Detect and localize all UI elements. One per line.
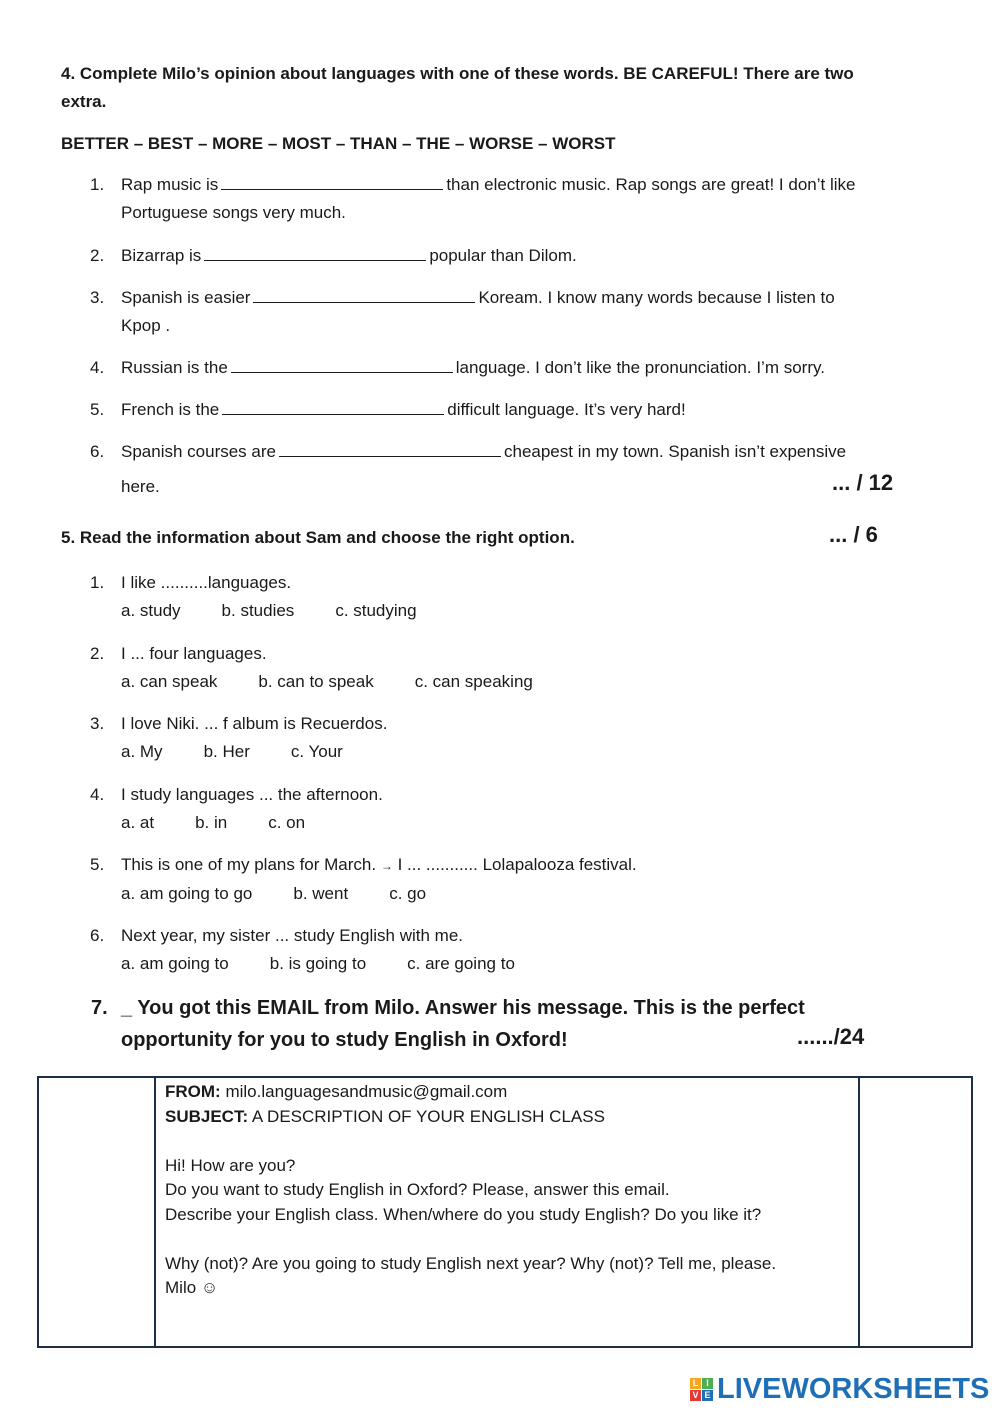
- question-number: 6.: [90, 926, 105, 945]
- answer-blank[interactable]: [222, 400, 444, 415]
- option-c[interactable]: c. go: [389, 884, 427, 903]
- option-c[interactable]: c. are going to: [407, 954, 515, 973]
- subject-label: SUBJECT:: [165, 1106, 249, 1126]
- item-text-line2: Kpop .: [121, 316, 171, 335]
- option-a[interactable]: a. can speak: [121, 672, 218, 691]
- section4-score: ... / 12: [832, 470, 894, 495]
- section4-title-line2: extra.: [61, 92, 107, 111]
- question-text: Next year, my sister ... study English with me.: [121, 926, 464, 945]
- question-number: 2.: [90, 644, 105, 663]
- item-number: 5.: [90, 400, 105, 419]
- mc-question: [0, 922, 999, 982]
- section5-title: 5. Read the information about Sam and choose the right option.: [61, 528, 575, 547]
- option-b[interactable]: b. studies: [221, 601, 295, 620]
- option-a[interactable]: a. My: [121, 742, 163, 761]
- logo-icon-tile: I: [702, 1378, 713, 1389]
- section7-score: ....../24: [797, 1024, 865, 1049]
- item-number: 1.: [90, 175, 105, 194]
- item-text-before: Rap music is: [121, 175, 219, 194]
- option-b[interactable]: b. is going to: [269, 954, 367, 973]
- email-line: Describe your English class. When/where do you study English? Do you like it?: [165, 1204, 762, 1224]
- section7-line1: _ You got this EMAIL from Milo. Answer his message. This is the perfect: [121, 997, 805, 1019]
- item-number: 2.: [90, 246, 105, 265]
- gap-fill-item: [0, 396, 999, 426]
- section4-title: [61, 60, 961, 116]
- option-b[interactable]: b. can to speak: [258, 672, 374, 691]
- item-text-before: Bizarrap is: [121, 246, 202, 265]
- option-b[interactable]: b. in: [195, 813, 228, 832]
- question-text-after: I ... ........... Lolapalooza festival.: [397, 855, 637, 874]
- gap-fill-item: [0, 354, 999, 384]
- word-bank: BETTER – BEST – MORE – MOST – THAN – THE – WORSE – WORST: [61, 134, 616, 153]
- table-divider: [154, 1078, 156, 1346]
- email-line: Why (not)? Are you going to study English next year? Why (not)? Tell me, please.: [165, 1253, 777, 1273]
- question-number: 3.: [90, 714, 105, 733]
- item-text-before: Spanish courses are: [121, 442, 276, 461]
- option-a[interactable]: a. at: [121, 813, 155, 832]
- gap-fill-item: [0, 242, 999, 272]
- mc-question: [0, 569, 999, 629]
- mc-question: [0, 851, 999, 911]
- from-label: FROM:: [165, 1082, 221, 1101]
- item-text-after: than electronic music. Rap songs are great! I don’t like: [446, 175, 856, 194]
- subject-value: A DESCRIPTION OF YOUR ENGLISH CLASS: [251, 1106, 605, 1126]
- question-text: I like ..........languages.: [121, 573, 292, 592]
- item-text-after: difficult language. It’s very hard!: [447, 400, 686, 419]
- question-number: 1.: [90, 573, 105, 592]
- option-a[interactable]: a. am going to: [121, 954, 229, 973]
- question-text: I love Niki. ... f album is Recuerdos.: [121, 714, 388, 733]
- item-number: 3.: [90, 288, 105, 307]
- item-text-before: Spanish is easier: [121, 288, 251, 307]
- email-box: [37, 1076, 973, 1348]
- logo-icon-tile: V: [690, 1390, 701, 1401]
- option-c[interactable]: c. studying: [335, 601, 417, 620]
- mc-question: [0, 781, 999, 841]
- arrow-icon: →: [380, 859, 393, 873]
- gap-fill-item: [0, 171, 999, 231]
- question-text-before: This is one of my plans for March.: [121, 855, 377, 874]
- from-value: milo.languagesandmusic@gmail.com: [225, 1082, 508, 1101]
- option-a[interactable]: a. am going to go: [121, 884, 253, 903]
- gap-fill-item: [0, 438, 999, 468]
- answer-blank[interactable]: [231, 358, 453, 373]
- email-content: [165, 1080, 776, 1301]
- email-line: Do you want to study English in Oxford? Please, answer this email.: [165, 1180, 670, 1199]
- answer-blank[interactable]: [221, 175, 443, 190]
- option-c[interactable]: c. on: [268, 813, 306, 832]
- option-c[interactable]: c. can speaking: [414, 672, 533, 691]
- item-text-after: popular than Dilom.: [429, 246, 577, 265]
- item-text-line2: here.: [121, 477, 160, 496]
- mc-question: [0, 710, 999, 770]
- logo-icon-tile: L: [690, 1378, 701, 1389]
- item-text-before: French is the: [121, 400, 220, 419]
- section4-title-line1: 4. Complete Milo’s opinion about languages with one of these words. BE CAREFUL! There are two: [61, 64, 854, 83]
- answer-blank[interactable]: [253, 288, 475, 303]
- section5-score: ... / 6: [829, 522, 878, 547]
- mc-question: [0, 640, 999, 700]
- item-text-after: Koream. I know many words because I listen to: [478, 288, 835, 307]
- table-divider: [858, 1078, 860, 1346]
- item-number: 4.: [90, 358, 105, 377]
- answer-blank[interactable]: [204, 246, 426, 261]
- option-b[interactable]: b. went: [293, 884, 349, 903]
- logo-text: LIVEWORKSHEETS: [717, 1372, 990, 1405]
- item-text-after: language. I don’t like the pronunciation. I’m sorry.: [455, 358, 825, 377]
- email-subject: [165, 1105, 776, 1130]
- liveworksheets-logo: [690, 1374, 989, 1404]
- section7-number: 7.: [91, 997, 108, 1019]
- logo-icon: [690, 1378, 713, 1401]
- section7-line2: opportunity for you to study English in Oxford!: [121, 1029, 568, 1051]
- question-number: 5.: [90, 855, 105, 874]
- item-text-before: Russian is the: [121, 358, 228, 377]
- option-c[interactable]: c. Your: [290, 742, 343, 761]
- option-a[interactable]: a. study: [121, 601, 181, 620]
- email-signature: Milo ☺: [165, 1278, 219, 1297]
- option-b[interactable]: b. Her: [203, 742, 250, 761]
- item-number: 6.: [90, 442, 105, 461]
- question-number: 4.: [90, 785, 105, 804]
- email-greeting: Hi! How are you?: [165, 1155, 296, 1175]
- answer-blank[interactable]: [279, 442, 501, 457]
- logo-icon-tile: E: [702, 1390, 713, 1401]
- item-text-line2: Portuguese songs very much.: [121, 203, 346, 222]
- gap-fill-item: [0, 284, 999, 344]
- item-text-after: cheapest in my town. Spanish isn’t expensive: [503, 442, 847, 461]
- email-from: [165, 1080, 776, 1105]
- question-text: I study languages ... the afternoon.: [121, 785, 383, 804]
- question-text: I ... four languages.: [121, 644, 267, 663]
